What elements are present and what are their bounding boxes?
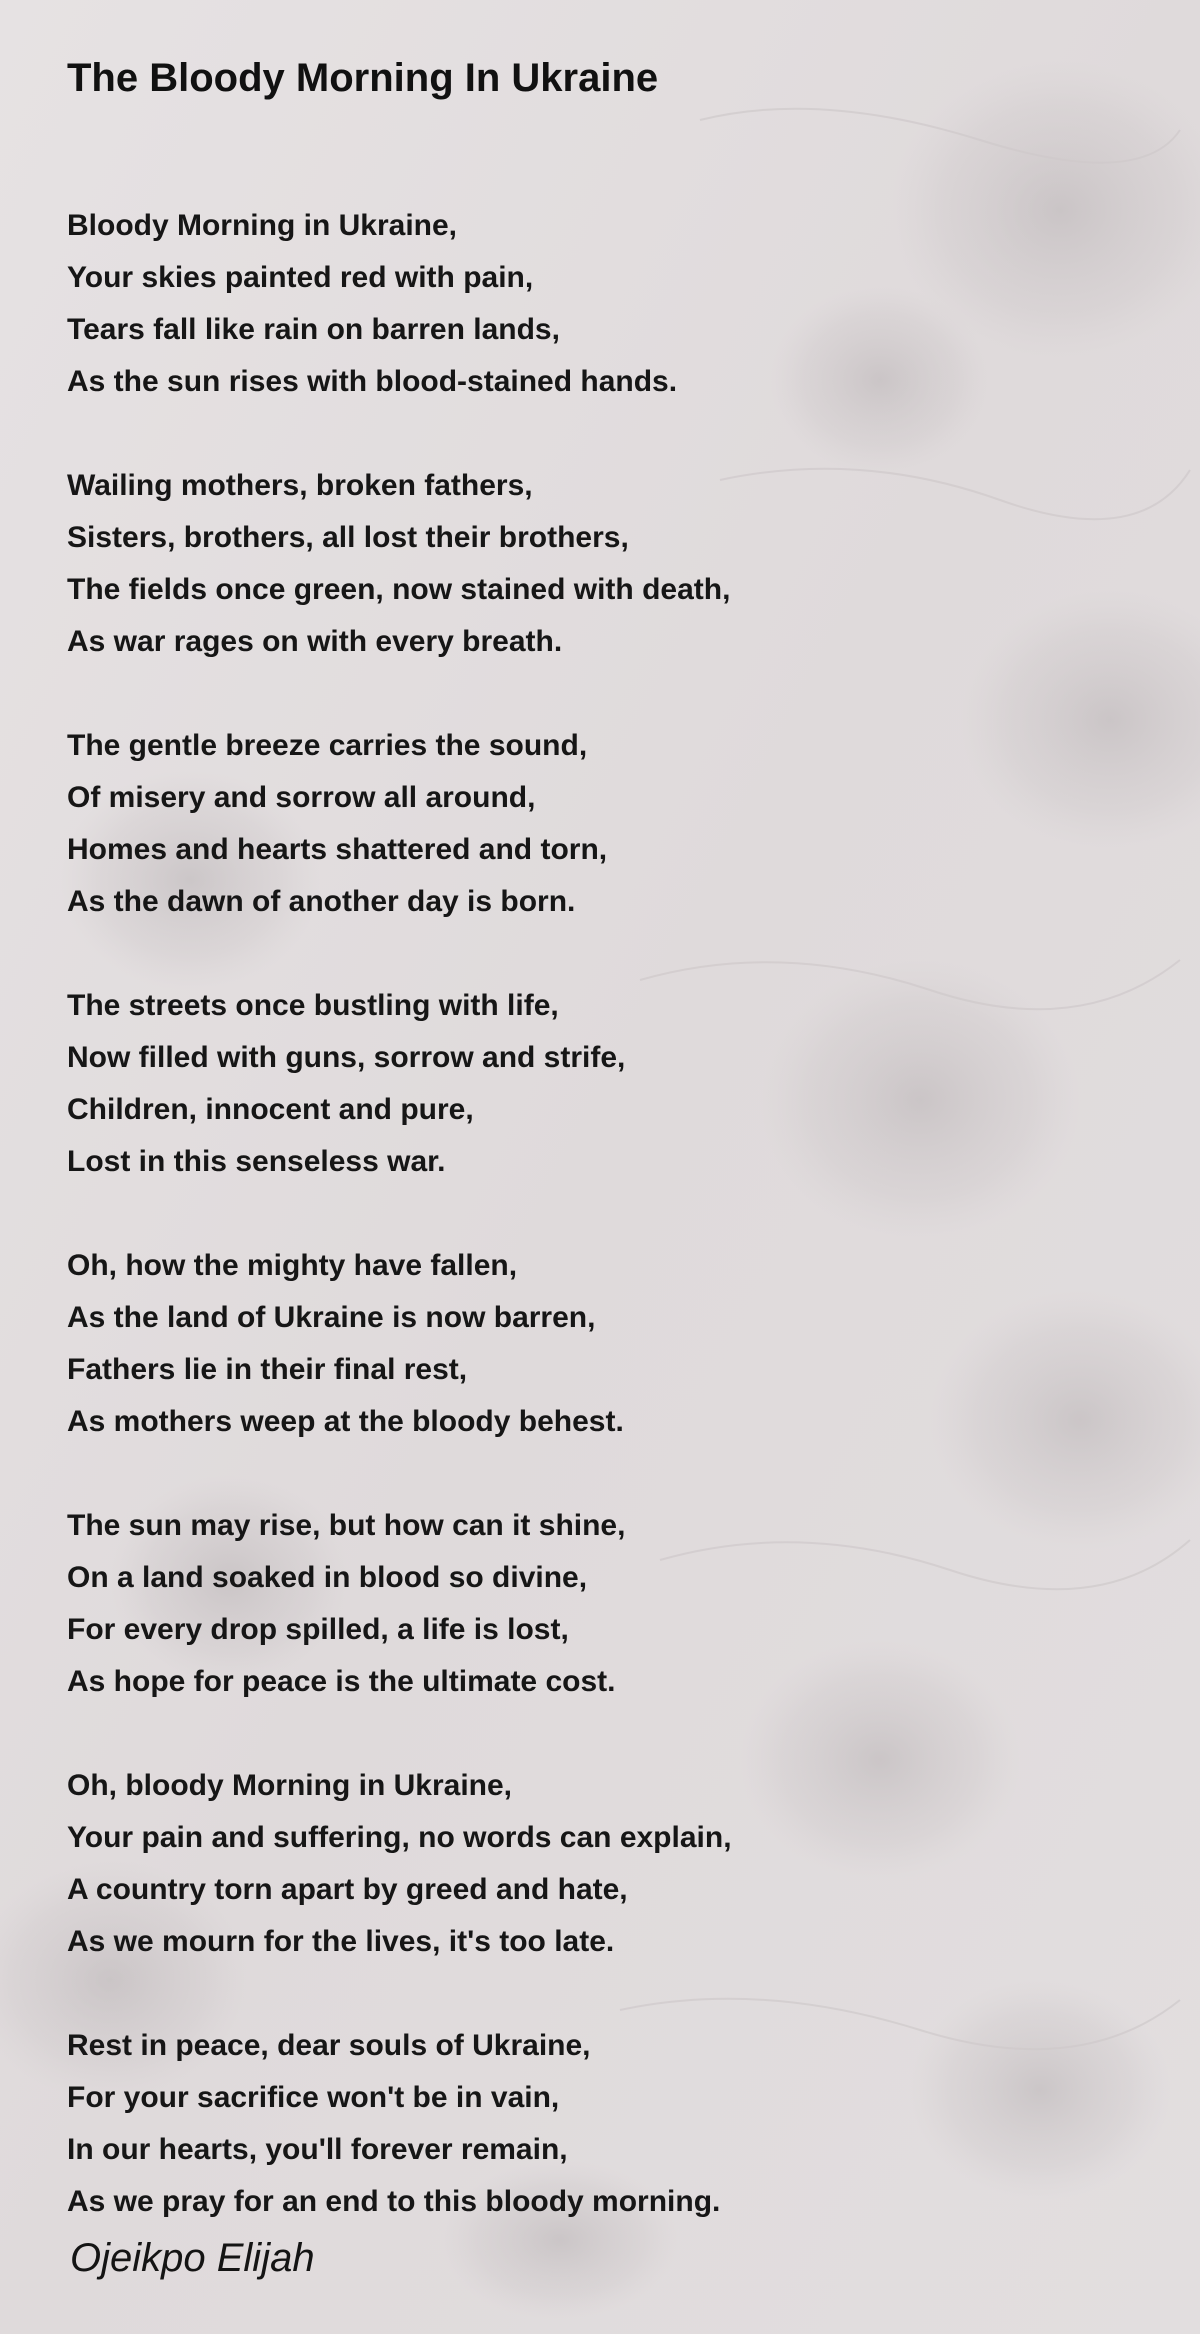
stanza — [67, 980, 1127, 1188]
poem-line: Wailing mothers, broken fathers, — [67, 469, 533, 502]
poem-line: On a land soaked in blood so divine, — [67, 1561, 588, 1594]
poem-title: The Bloody Morning In Ukraine — [67, 56, 659, 100]
poem-line: As the land of Ukraine is now barren, — [67, 1301, 596, 1334]
poem-line: Your pain and suffering, no words can explain, — [67, 1821, 732, 1854]
poem-line: Sisters, brothers, all lost their brothers, — [67, 521, 629, 554]
poem-line: For your sacrifice won't be in vain, — [67, 2081, 560, 2114]
poem-line: Of misery and sorrow all around, — [67, 781, 536, 814]
poem-line: Your skies painted red with pain, — [67, 261, 534, 294]
stanza — [67, 1760, 1127, 1968]
stanza — [67, 1240, 1127, 1448]
poem-line: Bloody Morning in Ukraine, — [67, 209, 458, 242]
poem-line: As mothers weep at the bloody behest. — [67, 1405, 624, 1438]
stanza — [67, 720, 1127, 928]
poem-line: Fathers lie in their final rest, — [67, 1353, 468, 1386]
poem-line: As the sun rises with blood-stained hands. — [67, 365, 678, 398]
poem-line: Rest in peace, dear souls of Ukraine, — [67, 2029, 591, 2062]
poem-line: The sun may rise, but how can it shine, — [67, 1509, 626, 1542]
poem-line: Homes and hearts shattered and torn, — [67, 833, 608, 866]
stanza — [67, 200, 1127, 408]
poem-body — [67, 200, 1127, 2228]
poem-line: A country torn apart by greed and hate, — [67, 1873, 628, 1906]
poem-line: As war rages on with every breath. — [67, 625, 563, 658]
poem-line: In our hearts, you'll forever remain, — [67, 2133, 568, 2166]
poem-line: The streets once bustling with life, — [67, 989, 559, 1022]
poem-page — [67, 50, 1127, 2228]
poem-line: As we mourn for the lives, it's too late. — [67, 1925, 615, 1958]
poem-line: Children, innocent and pure, — [67, 1093, 474, 1126]
author-name: Ojeikpo Elijah — [70, 2236, 315, 2280]
stanza — [67, 1500, 1127, 1708]
poem-line: As the dawn of another day is born. — [67, 885, 576, 918]
poem-line: The fields once green, now stained with death, — [67, 573, 731, 606]
stanza — [67, 2020, 1127, 2228]
poem-line: Tears fall like rain on barren lands, — [67, 313, 560, 346]
poem-line: For every drop spilled, a life is lost, — [67, 1613, 569, 1646]
stanza — [67, 460, 1127, 668]
poem-line: The gentle breeze carries the sound, — [67, 729, 588, 762]
poem-line: Now filled with guns, sorrow and strife, — [67, 1041, 626, 1074]
poem-line: Oh, bloody Morning in Ukraine, — [67, 1769, 513, 1802]
poem-line: As hope for peace is the ultimate cost. — [67, 1665, 616, 1698]
poem-line: Oh, how the mighty have fallen, — [67, 1249, 518, 1282]
poem-line: Lost in this senseless war. — [67, 1145, 446, 1178]
poem-line: As we pray for an end to this bloody morning. — [67, 2185, 721, 2218]
